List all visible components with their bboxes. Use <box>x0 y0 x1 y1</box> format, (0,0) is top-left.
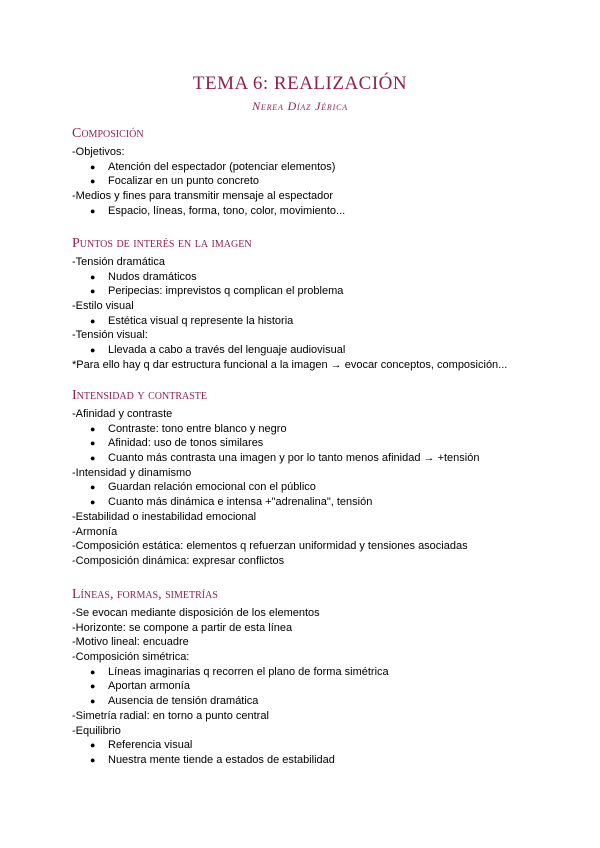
bullet-dot-icon: ● <box>90 286 96 297</box>
bullet-text: Llevada a cabo a través del lenguaje audiovisual <box>108 344 346 357</box>
bullet-text: Cuanto más dinámica e intensa +"adrenalina", tensión <box>108 496 373 509</box>
bullet-text: Aportan armonía <box>108 680 190 693</box>
bullet-item <box>72 314 542 329</box>
bullet-text: Nudos dramáticos <box>108 270 197 283</box>
bullet-dot-icon: ● <box>90 681 96 692</box>
bullet-dot-icon: ● <box>90 740 96 751</box>
bullet-dot-icon: ● <box>90 666 96 677</box>
bullet-dot-icon: ● <box>90 453 96 464</box>
text-line: -Composición dinámica: expresar conflictos <box>72 554 285 567</box>
bullet-item <box>72 204 542 219</box>
bullet-item <box>72 665 542 680</box>
bullet-item <box>72 480 542 495</box>
bullet-dot-icon: ● <box>90 176 96 187</box>
bullet-dot-icon: ● <box>90 696 96 707</box>
text-line: -Afinidad y contraste <box>72 408 173 420</box>
bullet-dot-icon: ● <box>90 423 96 434</box>
page-title: TEMA 6: REALIZACIÓN <box>192 73 408 94</box>
bullet-dot-icon: ● <box>90 161 96 172</box>
bullet-text: Contraste: tono entre blanco y negro <box>108 422 287 435</box>
section-puntos-interes <box>72 234 542 373</box>
bullet-item <box>72 436 542 451</box>
text-line: -Estilo visual <box>72 300 134 313</box>
bullet-item <box>72 284 542 299</box>
bullet-text: Referencia visual <box>108 739 193 752</box>
bullet-text: Afinidad: uso de tonos similares <box>108 437 264 450</box>
text-line: -Tensión dramática <box>72 256 165 268</box>
bullet-text: Cuanto más contrasta una imagen y por lo tanto menos afinidad → +tensión <box>108 452 480 465</box>
bullet-text: Líneas imaginarias q recorren el plano de forma simétrica <box>108 665 389 678</box>
bullet-item <box>72 174 542 189</box>
section-lineas-formas <box>72 585 542 768</box>
bullet-item <box>72 679 542 694</box>
author-name: Nerea Díaz Jérica <box>252 99 348 113</box>
text-line: -Motivo lineal: encuadre <box>72 636 189 649</box>
bullet-text: Atención del espectador (potenciar elementos) <box>108 160 336 173</box>
bullet-dot-icon: ● <box>90 754 96 765</box>
section-intensidad-contraste <box>72 386 542 569</box>
section-composicion <box>72 124 542 218</box>
text-line: -Tensión visual: <box>72 329 148 342</box>
bullet-dot-icon: ● <box>90 482 96 493</box>
bullet-item <box>72 160 542 175</box>
section-heading: Puntos de interés en la imagen <box>72 236 252 251</box>
text-line: -Estabilidad o inestabilidad emocional <box>72 510 257 523</box>
bullet-item <box>72 270 542 285</box>
text-line: -Equilibrio <box>72 724 121 737</box>
text-line: -Composición estática: elementos q refuerzan uniformidad y tensiones asociadas <box>72 540 468 553</box>
bullet-text: Peripecias: imprevistos q complican el problema <box>108 285 344 298</box>
bullet-text: Focalizar en un punto concreto <box>108 175 260 188</box>
text-line: -Composición simétrica: <box>72 651 190 664</box>
text-line: -Intensidad y dinamismo <box>72 466 192 479</box>
bullet-dot-icon: ● <box>90 497 96 508</box>
text-line: -Se evocan mediante disposición de los elementos <box>72 607 320 619</box>
section-heading: Composición <box>72 126 144 141</box>
bullet-dot-icon: ● <box>90 271 96 282</box>
bullet-item <box>72 694 542 709</box>
text-line: -Horizonte: se compone a partir de esta línea <box>72 621 293 634</box>
bullet-item <box>72 422 542 437</box>
text-line: -Objetivos: <box>72 146 125 158</box>
bullet-item <box>72 753 542 768</box>
bullet-item <box>72 343 542 358</box>
bullet-dot-icon: ● <box>90 438 96 449</box>
bullet-item <box>72 495 542 510</box>
text-line: -Simetría radial: en torno a punto central <box>72 709 269 722</box>
text-line: -Armonía <box>72 525 118 538</box>
bullet-item <box>72 451 542 466</box>
bullet-text: Estética visual q represente la historia <box>108 314 294 327</box>
text-line: *Para ello hay q dar estructura funcional a la imagen → evocar conceptos, composición... <box>72 358 508 371</box>
bullet-text: Guardan relación emocional con el público <box>108 481 316 494</box>
bullet-dot-icon: ● <box>90 345 96 356</box>
section-heading: Líneas, formas, simetrías <box>72 587 218 602</box>
bullet-dot-icon: ● <box>90 315 96 326</box>
bullet-item <box>72 738 542 753</box>
bullet-text: Ausencia de tensión dramática <box>108 695 259 708</box>
text-line: -Medios y fines para transmitir mensaje al espectador <box>72 190 334 203</box>
section-heading: Intensidad y contraste <box>72 388 207 403</box>
bullet-text: Espacio, líneas, forma, tono, color, movimiento... <box>108 204 346 217</box>
bullet-dot-icon: ● <box>90 205 96 216</box>
bullet-text: Nuestra mente tiende a estados de estabilidad <box>108 753 335 766</box>
